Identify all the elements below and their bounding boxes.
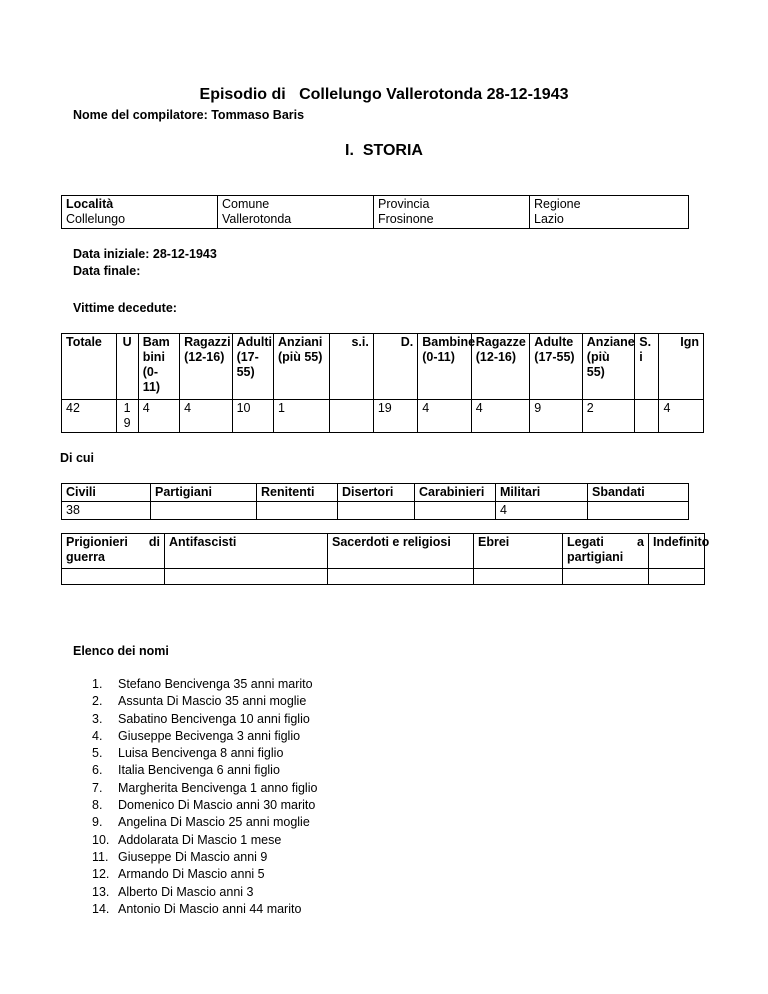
di-cui-values-row [62,502,689,520]
other-categories-value-cell [649,569,705,585]
victims-value-cell: 4 [138,400,179,433]
victims-value-cell: 4 [471,400,530,433]
names-list [92,676,317,918]
victims-value-cell: 4 [180,400,232,433]
list-item: 8. Domenico Di Mascio anni 30 marito [92,798,316,813]
di-cui-header-cell: Militari [496,484,588,502]
victims-values-row [62,400,704,433]
list-item: 2. Assunta Di Mascio 35 anni moglie [92,694,307,709]
list-item: 4. Giuseppe Becivenga 3 anni figlio [92,728,301,743]
other-categories-value-cell [165,569,328,585]
di-cui-value-cell [588,502,689,520]
other-categories-header-cell: Legati a partigiani [563,534,649,569]
other-categories-header-cell: Sacerdoti e religiosi [328,534,474,569]
location-cell-comune: Comune Vallerotonda [218,196,374,229]
di-cui-label: Di cui [60,451,95,465]
victims-header-cell: Bam bini (0-11) [138,334,179,400]
end-date: Data finale: [73,264,141,278]
victims-header-cell: Bambine (0-11) [418,334,472,400]
other-categories-header-cell: Prigionieri di guerra [62,534,165,569]
victims-header-cell: Ign [659,334,704,400]
victims-header-row [62,334,704,400]
victims-header-cell: Ragazzi (12-16) [180,334,232,400]
victims-label: Vittime decedute: [73,301,177,315]
victims-header-cell: U [116,334,138,400]
di-cui-header-cell: Disertori [338,484,415,502]
di-cui-header-cell: Partigiani [151,484,257,502]
victims-header-cell: s.i. [330,334,373,400]
victims-header-cell: Adulti (17-55) [232,334,273,400]
other-categories-value-cell [474,569,563,585]
location-table [61,195,689,229]
di-cui-header-cell: Carabinieri [415,484,496,502]
di-cui-header-cell: Civili [62,484,151,502]
dates-block [73,246,217,280]
start-date: Data iniziale: 28-12-1943 [73,247,217,261]
di-cui-header-row [62,484,689,502]
location-cell-localita: Località Collelungo [62,196,218,229]
di-cui-value-cell [415,502,496,520]
victims-header-cell: D. [373,334,417,400]
victims-value-cell: 9 [530,400,582,433]
list-item: 9. Angelina Di Mascio 25 anni moglie [92,815,310,830]
victims-table [61,333,704,433]
list-item: 6. Italia Bencivenga 6 anni figlio [92,763,280,778]
location-cell-provincia: Provincia Frosinone [374,196,530,229]
other-categories-header-cell: Antifascisti [165,534,328,569]
other-categories-value-cell [62,569,165,585]
di-cui-table [61,483,689,520]
other-categories-value-cell [328,569,474,585]
victims-value-cell: 19 [116,400,138,433]
location-row [62,196,689,229]
other-categories-header-cell: Indefinito [649,534,705,569]
other-categories-header-row [62,534,705,569]
other-categories-header-cell: Ebrei [474,534,563,569]
victims-value-cell [635,400,659,433]
list-item: 14. Antonio Di Mascio anni 44 marito [92,901,302,916]
other-categories-value-cell [563,569,649,585]
victims-value-cell: 42 [62,400,117,433]
compiler-name: Nome del compilatore: Tommaso Baris [73,108,305,122]
other-categories-table [61,533,710,585]
list-item: 12. Armando Di Mascio anni 5 [92,867,265,882]
list-item: 1. Stefano Bencivenga 35 anni marito [92,677,313,691]
victims-value-cell: 2 [582,400,634,433]
other-categories-values-row [62,569,705,585]
victims-value-cell: 19 [373,400,417,433]
victims-header-cell: Totale [62,334,117,400]
list-item: 3. Sabatino Bencivenga 10 anni figlio [92,711,310,726]
di-cui-value-cell [151,502,257,520]
di-cui-value-cell: 38 [62,502,151,520]
names-list-label: Elenco dei nomi [73,644,169,658]
di-cui-value-cell [257,502,338,520]
list-item: 5. Luisa Bencivenga 8 anni figlio [92,746,284,761]
victims-value-cell: 4 [418,400,472,433]
location-cell-regione: Regione Lazio [530,196,689,229]
section-heading: I. STORIA [345,142,423,159]
list-item: 11. Giuseppe Di Mascio anni 9 [92,849,268,864]
victims-header-cell: Anziane (più 55) [582,334,634,400]
victims-value-cell: 1 [273,400,330,433]
page-title: Episodio di Collelungo Vallerotonda 28-12-1943 [199,86,569,103]
list-item: 10. Addolarata Di Mascio 1 mese [92,832,282,847]
di-cui-header-cell: Sbandati [588,484,689,502]
victims-value-cell [330,400,373,433]
list-item: 7. Margherita Bencivenga 1 anno figlio [92,780,318,795]
victims-value-cell: 10 [232,400,273,433]
di-cui-header-cell: Renitenti [257,484,338,502]
victims-header-cell: Ragazze (12-16) [471,334,530,400]
di-cui-value-cell: 4 [496,502,588,520]
list-item: 13. Alberto Di Mascio anni 3 [92,884,254,899]
victims-header-cell: Anziani (più 55) [273,334,330,400]
victims-header-cell: Adulte (17-55) [530,334,582,400]
victims-value-cell: 4 [659,400,704,433]
di-cui-value-cell [338,502,415,520]
victims-header-cell: S. i [635,334,659,400]
